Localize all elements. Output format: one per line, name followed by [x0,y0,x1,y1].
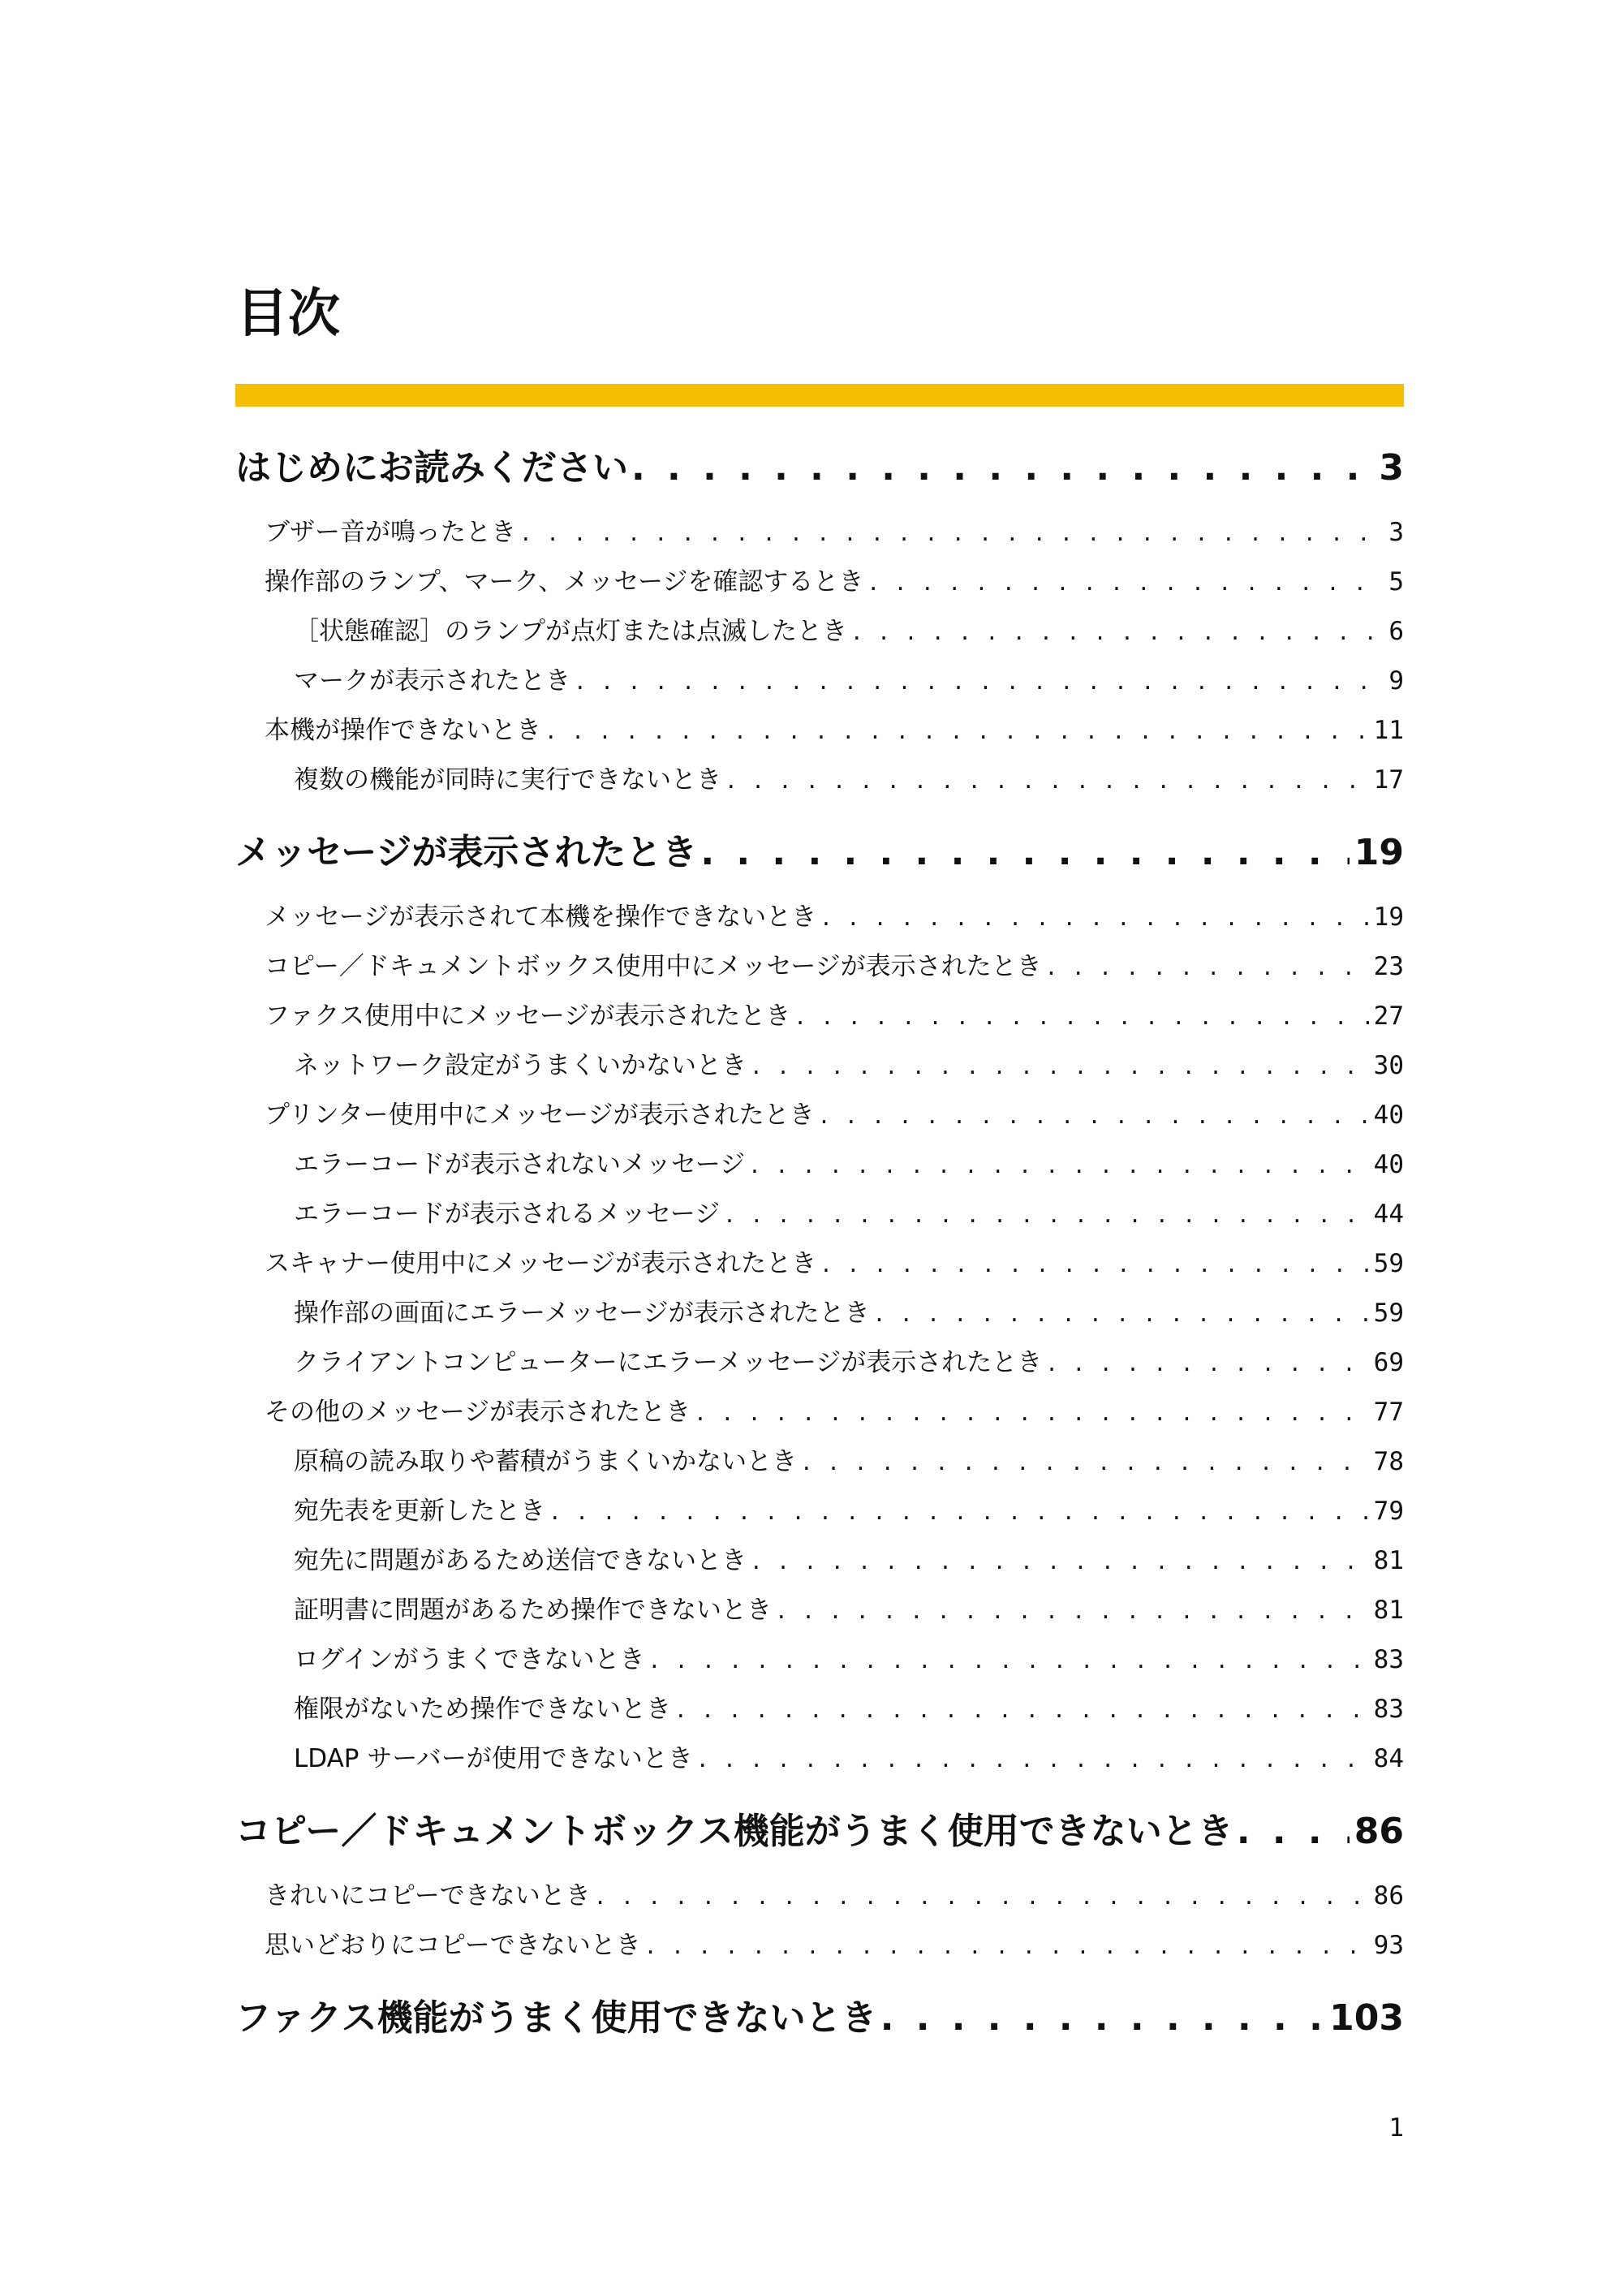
toc-entry-label: 権限がないため操作できないとき [294,1695,671,1724]
toc-entry-label: 宛先に問題があるため送信できないとき [294,1546,747,1575]
toc-section-entry[interactable] [235,1586,1404,1635]
toc-entry-label: 原稿の読み取りや蓄積がうまくいかないとき [294,1447,797,1476]
toc-entry-page: 83 [1373,1695,1404,1724]
dot-leader [750,1538,1369,1586]
toc-section-entry[interactable] [235,1140,1404,1190]
toc-entry-label: クライアントコンピューターにエラーメッセージが表示されたとき [294,1348,1043,1377]
toc-section-entry[interactable] [235,657,1404,706]
toc-entry-label: ログインがうまくできないとき [294,1645,645,1674]
toc-section-entry[interactable] [235,1635,1404,1685]
dot-leader [867,559,1384,607]
toc-entry-page: 59 [1373,1249,1404,1278]
toc-section-entry[interactable] [235,1041,1404,1091]
dot-leader [723,1191,1369,1239]
dot-leader [696,1736,1369,1784]
dot-leader [820,894,1369,942]
toc-section-entry[interactable] [235,1190,1404,1239]
toc-entry-label: コピー／ドキュメントボックス機能がうまく使用できないとき [235,1811,1233,1852]
toc-entry-page: 81 [1373,1596,1404,1625]
toc-entry-label: 証明書に問題があるため操作できないとき [294,1596,772,1625]
toc-entry-page: 19 [1373,902,1404,932]
toc-section-entry[interactable] [235,1734,1404,1784]
toc-section-entry[interactable] [235,1239,1404,1289]
toc-entry-page: 19 [1354,832,1404,873]
dot-leader [750,1043,1369,1091]
toc-entry-page: 103 [1329,1997,1404,2039]
toc-entry-page: 40 [1373,1150,1404,1179]
toc-entry-label: 本機が操作できないとき [265,716,541,745]
toc-entry-label: はじめにお読みください [235,447,628,489]
toc-section-entry[interactable] [235,893,1404,942]
dot-leader [549,1488,1369,1536]
dot-leader [850,609,1384,657]
toc-entry-label: マークが表示されたとき [294,666,570,696]
dot-leader [818,1092,1369,1140]
toc-entry-label: 複数の機能が同時に実行できないとき [294,765,721,795]
toc-entry-page: 83 [1373,1645,1404,1674]
dot-leader [545,708,1369,756]
dot-leader [725,757,1369,805]
toc-section-entry[interactable] [235,706,1404,756]
toc-entry-page: 59 [1373,1299,1404,1328]
toc-entry-label: プリンター使用中にメッセージが表示されたとき [265,1101,815,1130]
toc-entry-page: 81 [1373,1546,1404,1575]
dot-leader [800,1439,1369,1487]
toc-entry-label: 操作部の画面にエラーメッセージが表示されたとき [294,1299,870,1328]
dot-leader [674,1686,1369,1734]
toc-entry-page: 3 [1379,447,1404,489]
toc-chapter-entry[interactable] [235,823,1404,883]
toc-chapter-entry[interactable] [235,1988,1404,2048]
dot-leader [794,993,1368,1041]
toc-entry-label: ファクス機能がうまく使用できないとき [235,1997,877,2039]
toc-entry-label: コピー／ドキュメントボックス使用中にメッセージが表示されたとき [265,952,1042,981]
toc-entry-page: 84 [1373,1744,1404,1773]
dot-leader [1045,944,1369,992]
toc-entry-label: エラーコードが表示されないメッセージ [294,1150,746,1179]
toc-entry-page: 27 [1373,1002,1404,1031]
dot-leader [519,510,1384,558]
toc-entry-page: 79 [1373,1497,1404,1526]
toc-entry-page: 77 [1373,1398,1404,1427]
toc-section-entry[interactable] [235,1289,1404,1338]
dot-leader [880,1988,1324,2048]
toc-entry-label: LDAP サーバーが使用できないとき [294,1744,693,1773]
toc-section-entry[interactable] [235,1872,1404,1921]
table-of-contents [235,438,1404,2058]
toc-section-entry[interactable] [235,1487,1404,1536]
toc-entry-page: 6 [1388,617,1404,646]
page-title: 目次 [236,284,340,344]
toc-entry-page: 86 [1354,1811,1404,1852]
toc-entry-label: 操作部のランプ、マーク、メッセージを確認するとき [265,567,864,597]
toc-entry-page: 86 [1373,1881,1404,1910]
toc-section-entry[interactable] [235,1091,1404,1140]
toc-section-entry[interactable] [235,508,1404,558]
toc-section-entry[interactable] [235,1338,1404,1388]
toc-entry-page: 30 [1373,1051,1404,1080]
toc-section-entry[interactable] [235,607,1404,657]
toc-entry-page: 78 [1373,1447,1404,1476]
toc-section-entry[interactable] [235,942,1404,992]
dot-leader [594,1873,1369,1921]
dot-leader [873,1290,1369,1338]
toc-chapter-entry[interactable] [235,438,1404,498]
toc-section-entry[interactable] [235,558,1404,607]
page-number: 1 [1388,2113,1404,2143]
toc-entry-page: 23 [1373,952,1404,981]
toc-section-entry[interactable] [235,1388,1404,1437]
toc-entry-page: 9 [1388,666,1404,696]
toc-entry-page: 3 [1388,518,1404,547]
dot-leader [574,658,1384,706]
toc-entry-page: 17 [1373,765,1404,795]
toc-entry-label: スキャナー使用中にメッセージが表示されたとき [265,1249,817,1278]
toc-entry-page: 93 [1373,1931,1404,1960]
toc-section-entry[interactable] [235,1921,1404,1971]
dot-leader [700,823,1349,883]
toc-entry-label: エラーコードが表示されるメッセージ [294,1200,721,1229]
dot-leader [748,1142,1369,1190]
toc-entry-label: 思いどおりにコピーできないとき [265,1931,641,1960]
toc-section-entry[interactable] [235,992,1404,1041]
toc-entry-page: 11 [1373,716,1404,745]
toc-entry-label: ［状態確認］のランプが点灯または点滅したとき [294,617,847,646]
toc-entry-label: メッセージが表示されて本機を操作できないとき [265,902,817,932]
dot-leader [644,1923,1369,1971]
toc-section-entry[interactable] [235,756,1404,805]
toc-entry-label: ネットワーク設定がうまくいかないとき [294,1051,747,1080]
dot-leader [694,1389,1369,1437]
title-accent-bar [235,384,1404,407]
toc-section-entry[interactable] [235,1437,1404,1487]
dot-leader [648,1637,1368,1685]
toc-entry-page: 44 [1373,1200,1404,1229]
toc-section-entry[interactable] [235,1536,1404,1586]
dot-leader [1045,1340,1368,1388]
dot-leader [820,1241,1369,1289]
dot-leader [1237,1802,1350,1862]
toc-entry-label: 宛先表を更新したとき [294,1497,545,1526]
dot-leader [775,1587,1369,1635]
toc-entry-label: きれいにコピーできないとき [265,1881,591,1910]
toc-section-entry[interactable] [235,1685,1404,1734]
toc-entry-page: 40 [1373,1101,1404,1130]
toc-entry-label: メッセージが表示されたとき [235,832,698,873]
dot-leader [631,438,1374,498]
toc-chapter-entry[interactable] [235,1802,1404,1862]
toc-entry-label: ファクス使用中にメッセージが表示されたとき [265,1002,791,1031]
toc-entry-page: 5 [1388,567,1404,597]
toc-entry-label: その他のメッセージが表示されたとき [265,1398,691,1427]
toc-entry-label: ブザー音が鳴ったとき [265,518,516,547]
toc-entry-page: 69 [1373,1348,1404,1377]
